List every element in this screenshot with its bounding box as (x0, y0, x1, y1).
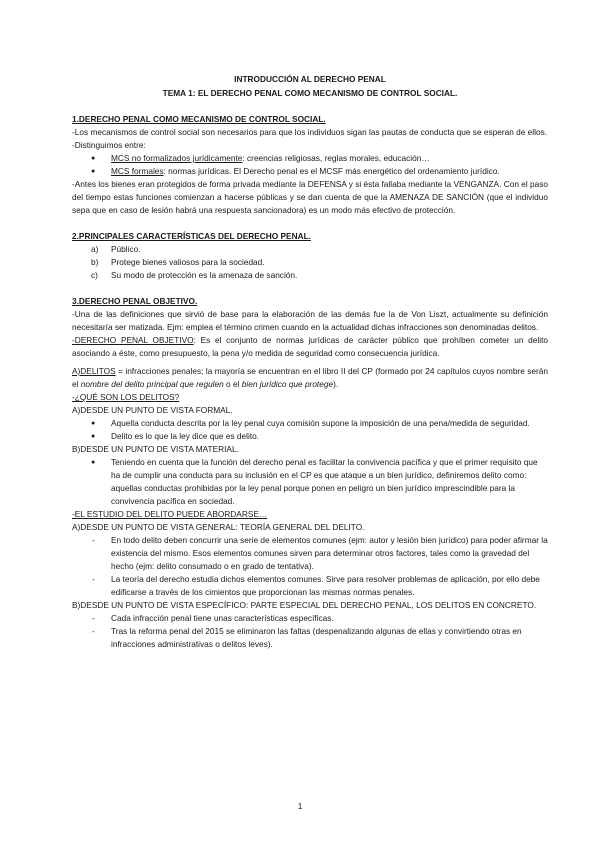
list-text: Protege bienes valiosos para la sociedad. (111, 257, 265, 267)
text-italic: bien jurídico que protege (241, 379, 334, 389)
list-marker: b) (91, 257, 99, 267)
definition: : Es el conjunto de normas jurídicas de carácter público que prohíben cometer un delito asociando a éste, como presupuesto, la pena y/o medida de seguridad como consecuencia jurídica. (72, 335, 549, 358)
list-item: - Cada infracción penal tiene unas características específicas. (72, 612, 548, 625)
text: ). (333, 379, 339, 389)
term: A)DELITOS (72, 366, 116, 376)
list-marker: c) (91, 270, 98, 280)
subheading: -EL ESTUDIO DEL DELITO PUEDE ABORDARSE… (72, 509, 268, 519)
term: MCS no formalizados jurídicamente (111, 153, 243, 163)
subheading: B)DESDE UN PUNTO DE VISTA ESPECÍFICO: PARTE ESPECIAL DEL DERECHO PENAL, LOS DELITOS EN CONCRETO. (72, 600, 537, 610)
subheading: A)DESDE UN PUNTO DE VISTA GENERAL: TEORÍA GENERAL DEL DELITO. (72, 522, 365, 532)
paragraph: -Antes los bienes eran protegidos de forma privada mediante la DEFENSA y si ésta fallaba mediante la VENGANZA. Con el paso del tiempo estas funciones comienzan a hacerse públicas y se dan cuenta de que la AMENAZA DE SANCIÓN (que el individuo sepa que en caso de lesión habrá una respuesta sancionadora) es un modo más efectivo de protección. (72, 179, 548, 215)
dash-list (72, 612, 548, 651)
definition: : creencias religiosas, reglas morales, educación… (242, 153, 430, 163)
page-number: 1 (297, 801, 303, 811)
list-item (72, 165, 548, 178)
paragraph: -Los mecanismos de control social son necesarios para que los individuos sigan las pautas de conducta que se esperan de ellos. (72, 127, 548, 137)
section-3 (72, 295, 548, 651)
list-item: ● Aquella conducta descrita por la ley penal cuya comisión supone la imposición de una pena/medida de seguridad. (72, 417, 548, 430)
definition: : normas jurídicas. El Derecho penal es el MCSF más energético del ordenamiento jurídico. (163, 166, 500, 176)
paragraph: -Una de las definiciones que sirvió de base para la elaboración de las demás fue la de Von Liszt, actualmente su definición necesitaría ser matizada. Ejm: emplea el término crimen cuando en la actualidad dichas infracciones son denominadas delitos. (72, 309, 548, 332)
list-marker: a) (91, 244, 99, 254)
list-item (72, 243, 548, 256)
text: = infracciones penales; la mayoría se encuentran en el libro II del CP (formado por 24 capítulos cuyos nombre serán el (72, 366, 548, 389)
list-item: - En todo delito deben concurrir una serie de elementos comunes (ejm: autor y lesión bien jurídico) para poder afirmar la existencia del mismo. Esos elementos comunes sirven para determinar otros factores, tales como la gravedad del hecho (ejm: delito consumado o en grado de tentativa). (72, 534, 548, 573)
bullet-list (72, 417, 548, 443)
section-3-heading: 3.DERECHO PENAL OBJETIVO. (72, 296, 198, 306)
bullet-list (72, 152, 548, 178)
text-italic: nombre del delito principal que regulen (80, 379, 224, 389)
list-item (72, 152, 548, 165)
section-2-heading: 2.PRINCIPALES CARACTERÍSTICAS DEL DERECHO PENAL. (72, 231, 311, 241)
section-1 (72, 113, 548, 217)
topic-title: TEMA 1: EL DERECHO PENAL COMO MECANISMO DE CONTROL SOCIAL. (162, 88, 458, 98)
paragraph (72, 334, 548, 360)
section-2 (72, 230, 548, 282)
subheading: -¿QUÉ SON LOS DELITOS? (72, 392, 180, 402)
list-item: ● Delito es lo que la ley dice que es delito. (72, 430, 548, 443)
list-text: Su modo de protección es la amenaza de sanción. (111, 270, 298, 280)
list-text: Público. (111, 244, 141, 254)
term: -DERECHO PENAL OBJETIVO (72, 335, 194, 345)
subheading: B)DESDE UN PUNTO DE VISTA MATERIAL. (72, 444, 239, 454)
list-item (72, 256, 548, 269)
term: MCS formales (111, 166, 164, 176)
alpha-list (72, 243, 548, 282)
section-1-heading: 1.DERECHO PENAL COMO MECANISMO DE CONTROL SOCIAL. (72, 114, 326, 124)
paragraph: -Distinguimos entre: (72, 140, 146, 150)
list-item: ● Teniendo en cuenta que la función del derecho penal es facilitar la convivencia pacífica y que el primer requisito que ha de cumplir una conducta para su inclusión en el CP es que ataque a un bien jurídico, definiremos delito como: aquellas conductas prohibidas por la ley penal porque ponen en peligro un bien jurídico imprescindible para la convivencia pacífica en sociedad. (72, 456, 548, 508)
list-item (72, 269, 548, 282)
list-item: - La teoría del derecho estudia dichos elementos comunes. Sirve para resolver problemas de aplicación, por ello debe edificarse a través de los cimientos que proporcionan las mismas normas penales. (72, 573, 548, 599)
bullet-list (72, 456, 548, 508)
subheading: A)DESDE UN PUNTO DE VISTA FORMAL. (72, 405, 233, 415)
list-item: - Tras la reforma penal del 2015 se eliminaron las faltas (despenalizando algunas de ellas y convirtiendo otras en infracciones administrativas o delitos leves). (72, 625, 548, 651)
dash-list (72, 534, 548, 599)
course-title: INTRODUCCIÓN AL DERECHO PENAL (234, 74, 386, 84)
paragraph (72, 365, 548, 391)
document-title (72, 72, 548, 100)
text: o el (223, 379, 242, 389)
